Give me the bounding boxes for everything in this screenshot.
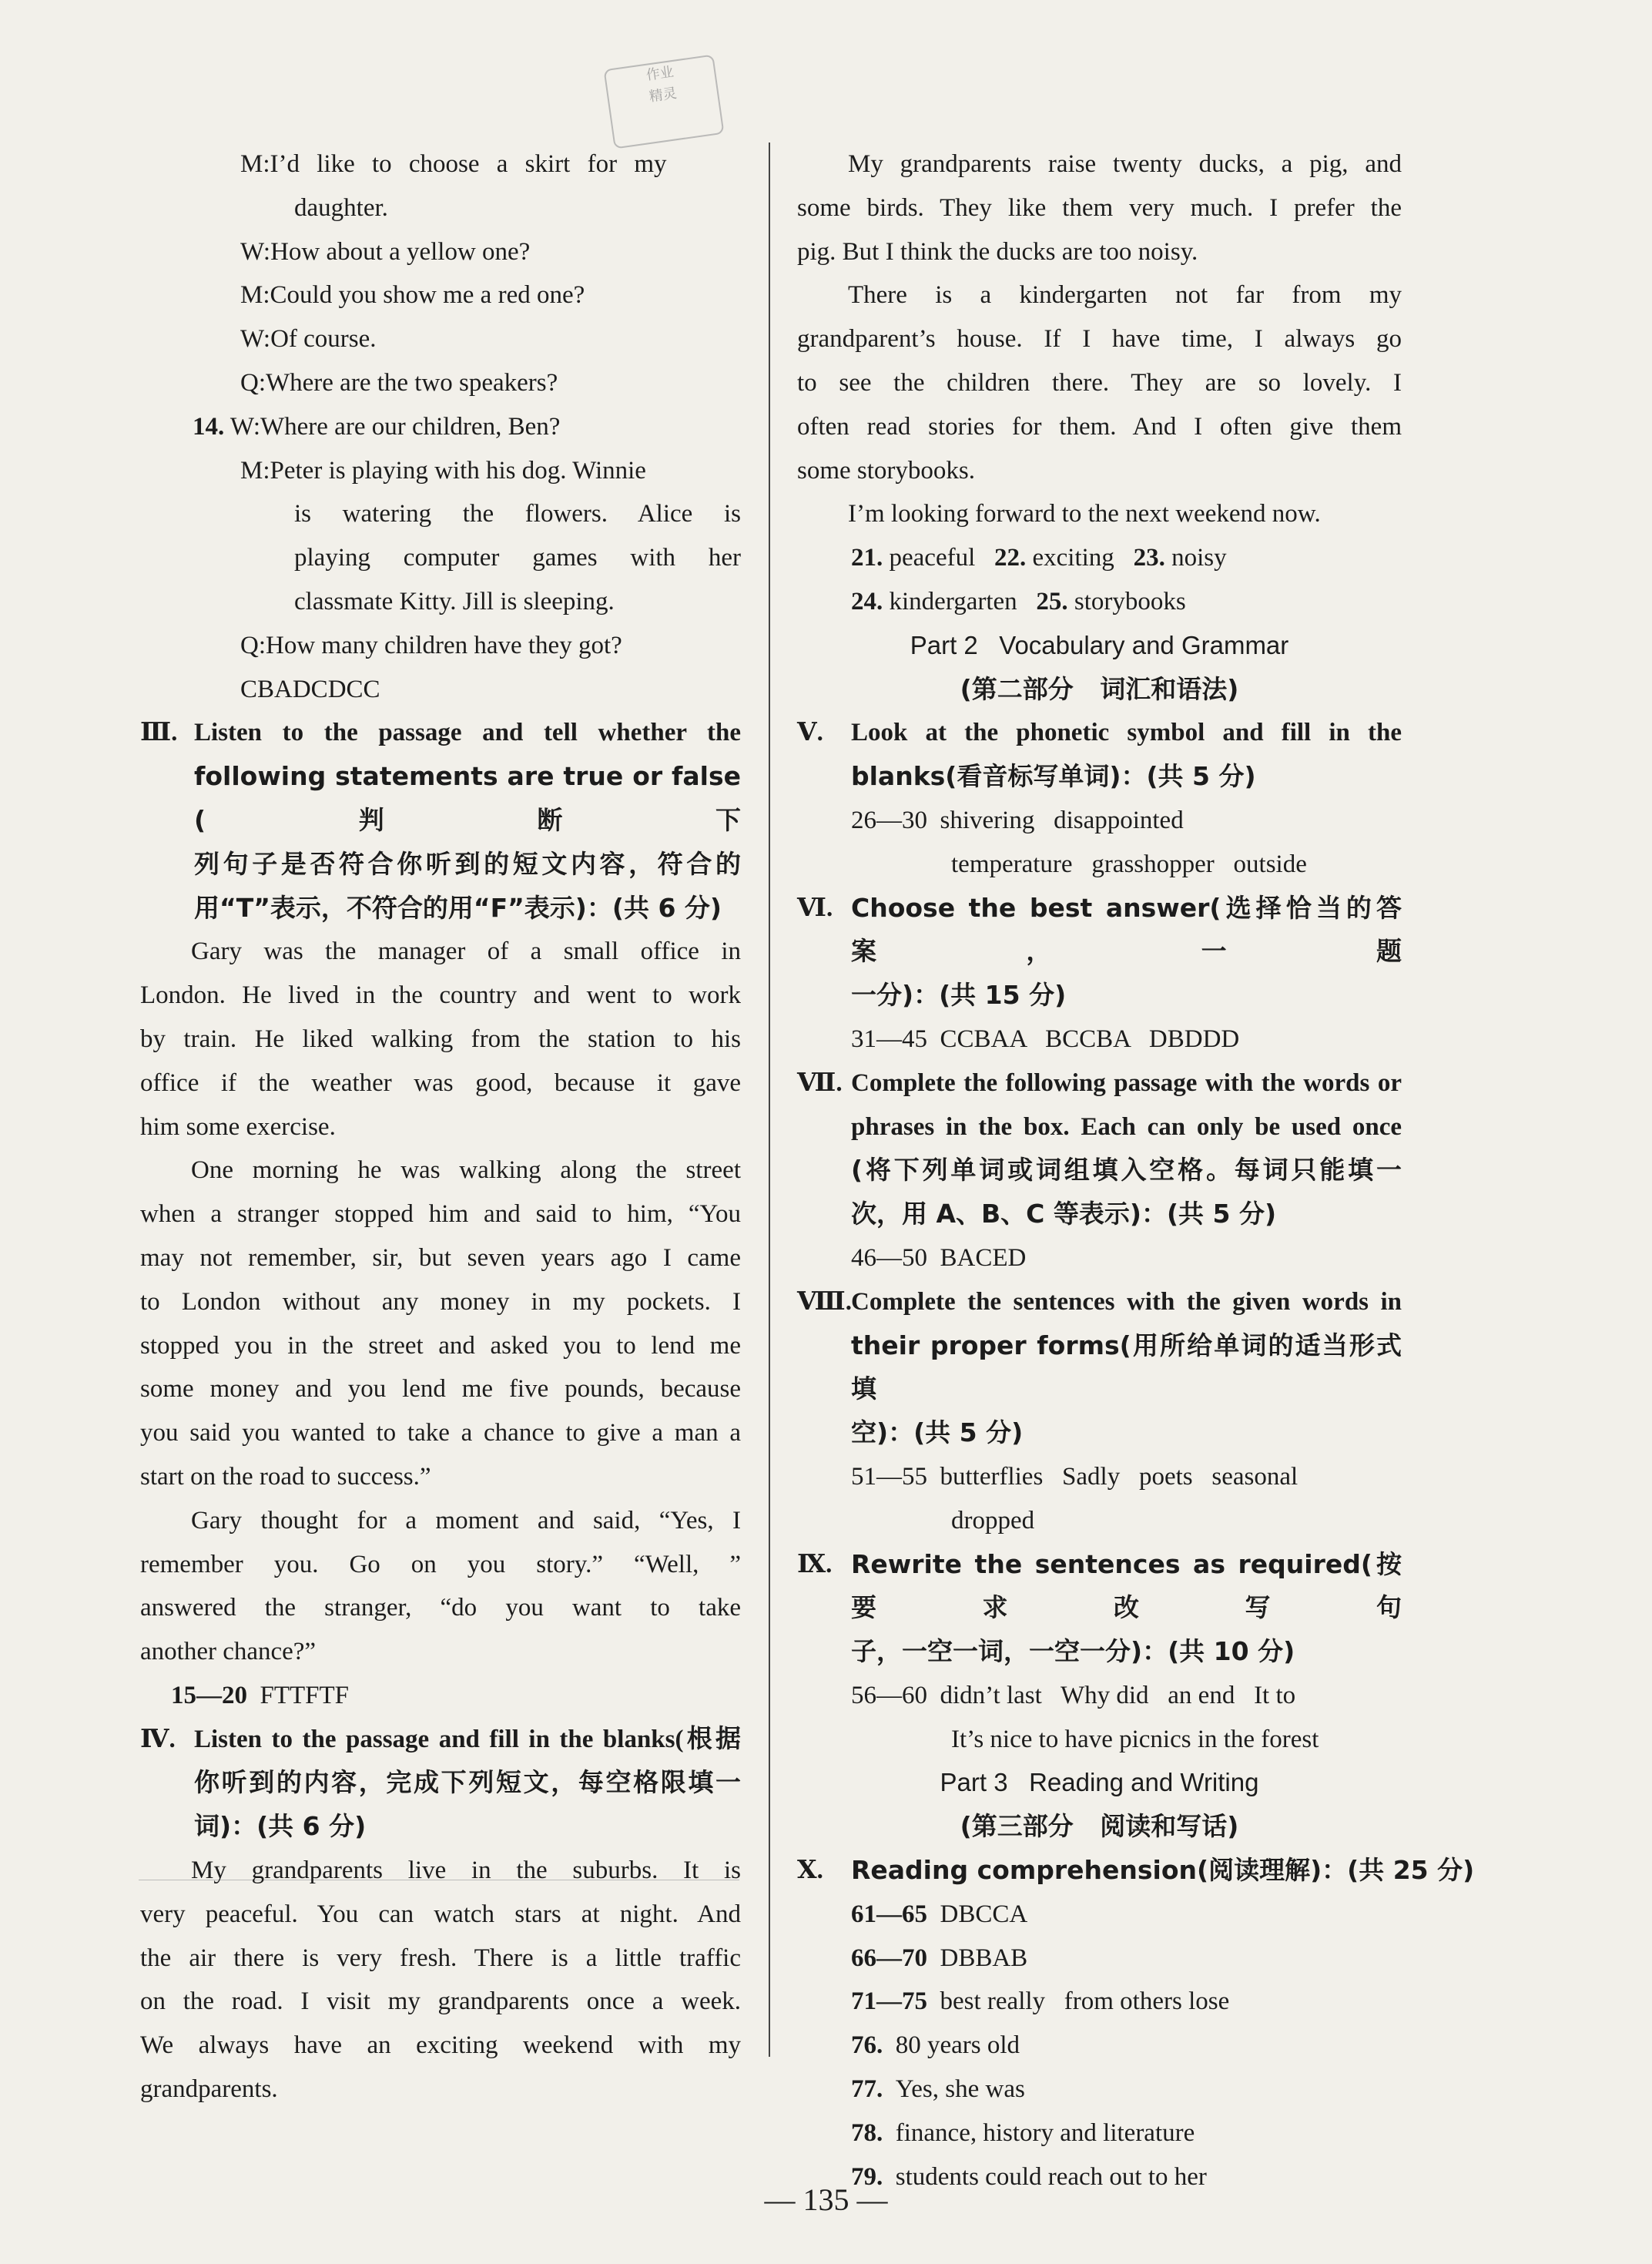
answer-51-55-cont: dropped xyxy=(951,1506,1035,1534)
passage-paragraph: I’m looking forward to the next weekend now. xyxy=(848,500,1321,528)
section-8-heading: Ⅷ. Complete the sentences with the given words in their proper forms(用所给单词的适当形式填 空)：(共 5 分) xyxy=(797,1287,1402,1448)
reading-answer: 78. finance, history and literature xyxy=(851,2118,1195,2147)
answer-15-20: 15—20 FTTFTF xyxy=(171,1681,350,1709)
dialogue-line: M:Could you show me a red one? xyxy=(240,281,585,310)
column-divider xyxy=(769,143,770,2057)
passage-paragraph: Gary was the manager of a small office in London. He lived in the country and went to work by train. He liked walking from the station to his office if the weather was good, because it gave him some exercise. xyxy=(140,937,741,1141)
section-9-heading: Ⅸ. Rewrite the sentences as required(按要求改写句 子，一空一词，一空一分)：(共 10 分) xyxy=(797,1548,1402,1667)
answer-56-60-cont: It’s nice to have picnics in the forest xyxy=(951,1725,1319,1753)
answer-line: CBADCDCC xyxy=(240,675,380,703)
answer-26-30: 26—30 shivering disappointed xyxy=(851,806,1184,834)
section-5-heading: Ⅴ. Look at the phonetic symbol and fill in the blanks(看音标写单词)：(共 5 分) xyxy=(797,719,1402,792)
reading-answer: 71—75 best really from others lose xyxy=(851,1987,1230,2016)
part-2-subtitle: (第二部分 词汇和语法) xyxy=(960,673,1239,704)
section-7-heading: Ⅶ. Complete the following passage with the words or phrases in the box. Each can only be used once (将下列单词或词组填入空格。每词只能填一 次，用 A、B、C 等表示)：(共 5 分) xyxy=(797,1068,1402,1229)
dialogue-line: is watering the flowers. Alice is xyxy=(294,500,741,528)
section-3-heading: Ⅲ. Listen to the passage and tell whether the following statements are true or false (判断下 列句子是否符合你听到的短文内容，符合的 用“T”表示，不符合的用“F”表示)：(共 6 分) xyxy=(140,719,741,923)
dialogue-line: Q:How many children have they got? xyxy=(240,631,622,659)
section-4-heading: Ⅳ. Listen to the passage and fill in the blanks(根据 你听到的内容，完成下列短文，每空格限填一 词)：(共 6 分) xyxy=(140,1725,741,1842)
answer-24-25: 24. kindergarten 25. storybooks xyxy=(851,587,1186,615)
answer-31-45: 31—45 CCBAA BCCBA DBDDD xyxy=(851,1025,1240,1053)
passage-paragraph: There is a kindergarten not far from my grandparent’s house. If I have time, I always go to see the children there. They are so lovely. I often read stories for them. And I often give them some storybooks. xyxy=(797,281,1402,485)
section-10-heading: Ⅹ. Reading comprehension(阅读理解)：(共 25 分) xyxy=(797,1855,1475,1886)
reading-answer: 77. Yes, she was xyxy=(851,2075,1025,2104)
page-number: — 135 — xyxy=(764,2182,888,2217)
passage-paragraph: One morning he was walking along the street when a stranger stopped him and said to him, “You may not remember, sir, but seven years ago I came to London without any money in my pockets. I stopped you in the street and asked you to lend me some money and you lend me five pounds, because you said you wanted to take a chance to give a man a start on the road to success.” xyxy=(140,1156,741,1491)
watermark-stamp: 作业 精灵 xyxy=(603,54,724,149)
dialogue-line: M:I’d like to choose a skirt for my xyxy=(240,150,667,178)
question-14: 14. W:Where are our children, Ben? xyxy=(193,412,561,441)
left-column xyxy=(140,143,741,2111)
dialogue-line: classmate Kitty. Jill is sleeping. xyxy=(294,587,615,615)
reading-answer: 61—65 DBCCA xyxy=(851,1900,1028,1928)
dialogue-line: M:Peter is playing with his dog. Winnie xyxy=(240,456,646,485)
section-6-heading: Ⅵ. Choose the best answer(选择恰当的答案，一题 一分)：(共 15 分) xyxy=(797,892,1402,1011)
part-3-title: Part 3 Reading and Writing xyxy=(940,1768,1259,1797)
reading-answer: 66—70 DBBAB xyxy=(851,1944,1028,1972)
dialogue-line: playing computer games with her xyxy=(294,544,741,572)
answer-46-50: 46—50 BACED xyxy=(851,1243,1027,1272)
dialogue-line: W:Of course. xyxy=(240,325,377,354)
part-3-subtitle: (第三部分 阅读和写话) xyxy=(960,1811,1239,1842)
reading-answer: 79. students could reach out to her xyxy=(851,2162,1207,2191)
reading-answer: 76. 80 years old xyxy=(851,2031,1020,2060)
answer-21-23: 21. peaceful 22. exciting 23. noisy xyxy=(851,544,1227,572)
answer-56-60: 56—60 didn’t last Why did an end It to xyxy=(851,1681,1296,1709)
answer-51-55: 51—55 butterflies Sadly poets seasonal xyxy=(851,1462,1298,1491)
answer-26-30-cont: temperature grasshopper outside xyxy=(951,850,1307,878)
passage-paragraph: Gary thought for a moment and said, “Yes, I remember you. Go on you story.” “Well, ” answered the stranger, “do you want to take another chance?” xyxy=(140,1506,741,1666)
part-2-title: Part 2 Vocabulary and Grammar xyxy=(910,630,1289,659)
passage-paragraph: My grandparents live in the suburbs. It is very peaceful. You can watch stars at night. And the air there is very fresh. There is a little traffic on the road. I visit my grandparents once a week. We always have an exciting weekend with my grandparents. xyxy=(140,1856,741,2104)
passage-paragraph: My grandparents raise twenty ducks, a pig, and some birds. They like them very much. I prefer the pig. But I think the ducks are too noisy. xyxy=(797,150,1402,266)
dialogue-line: Q:Where are the two speakers? xyxy=(240,368,558,397)
dialogue-line: daughter. xyxy=(294,193,388,222)
dialogue-line: W:How about a yellow one? xyxy=(240,237,531,266)
right-column xyxy=(797,143,1475,2199)
